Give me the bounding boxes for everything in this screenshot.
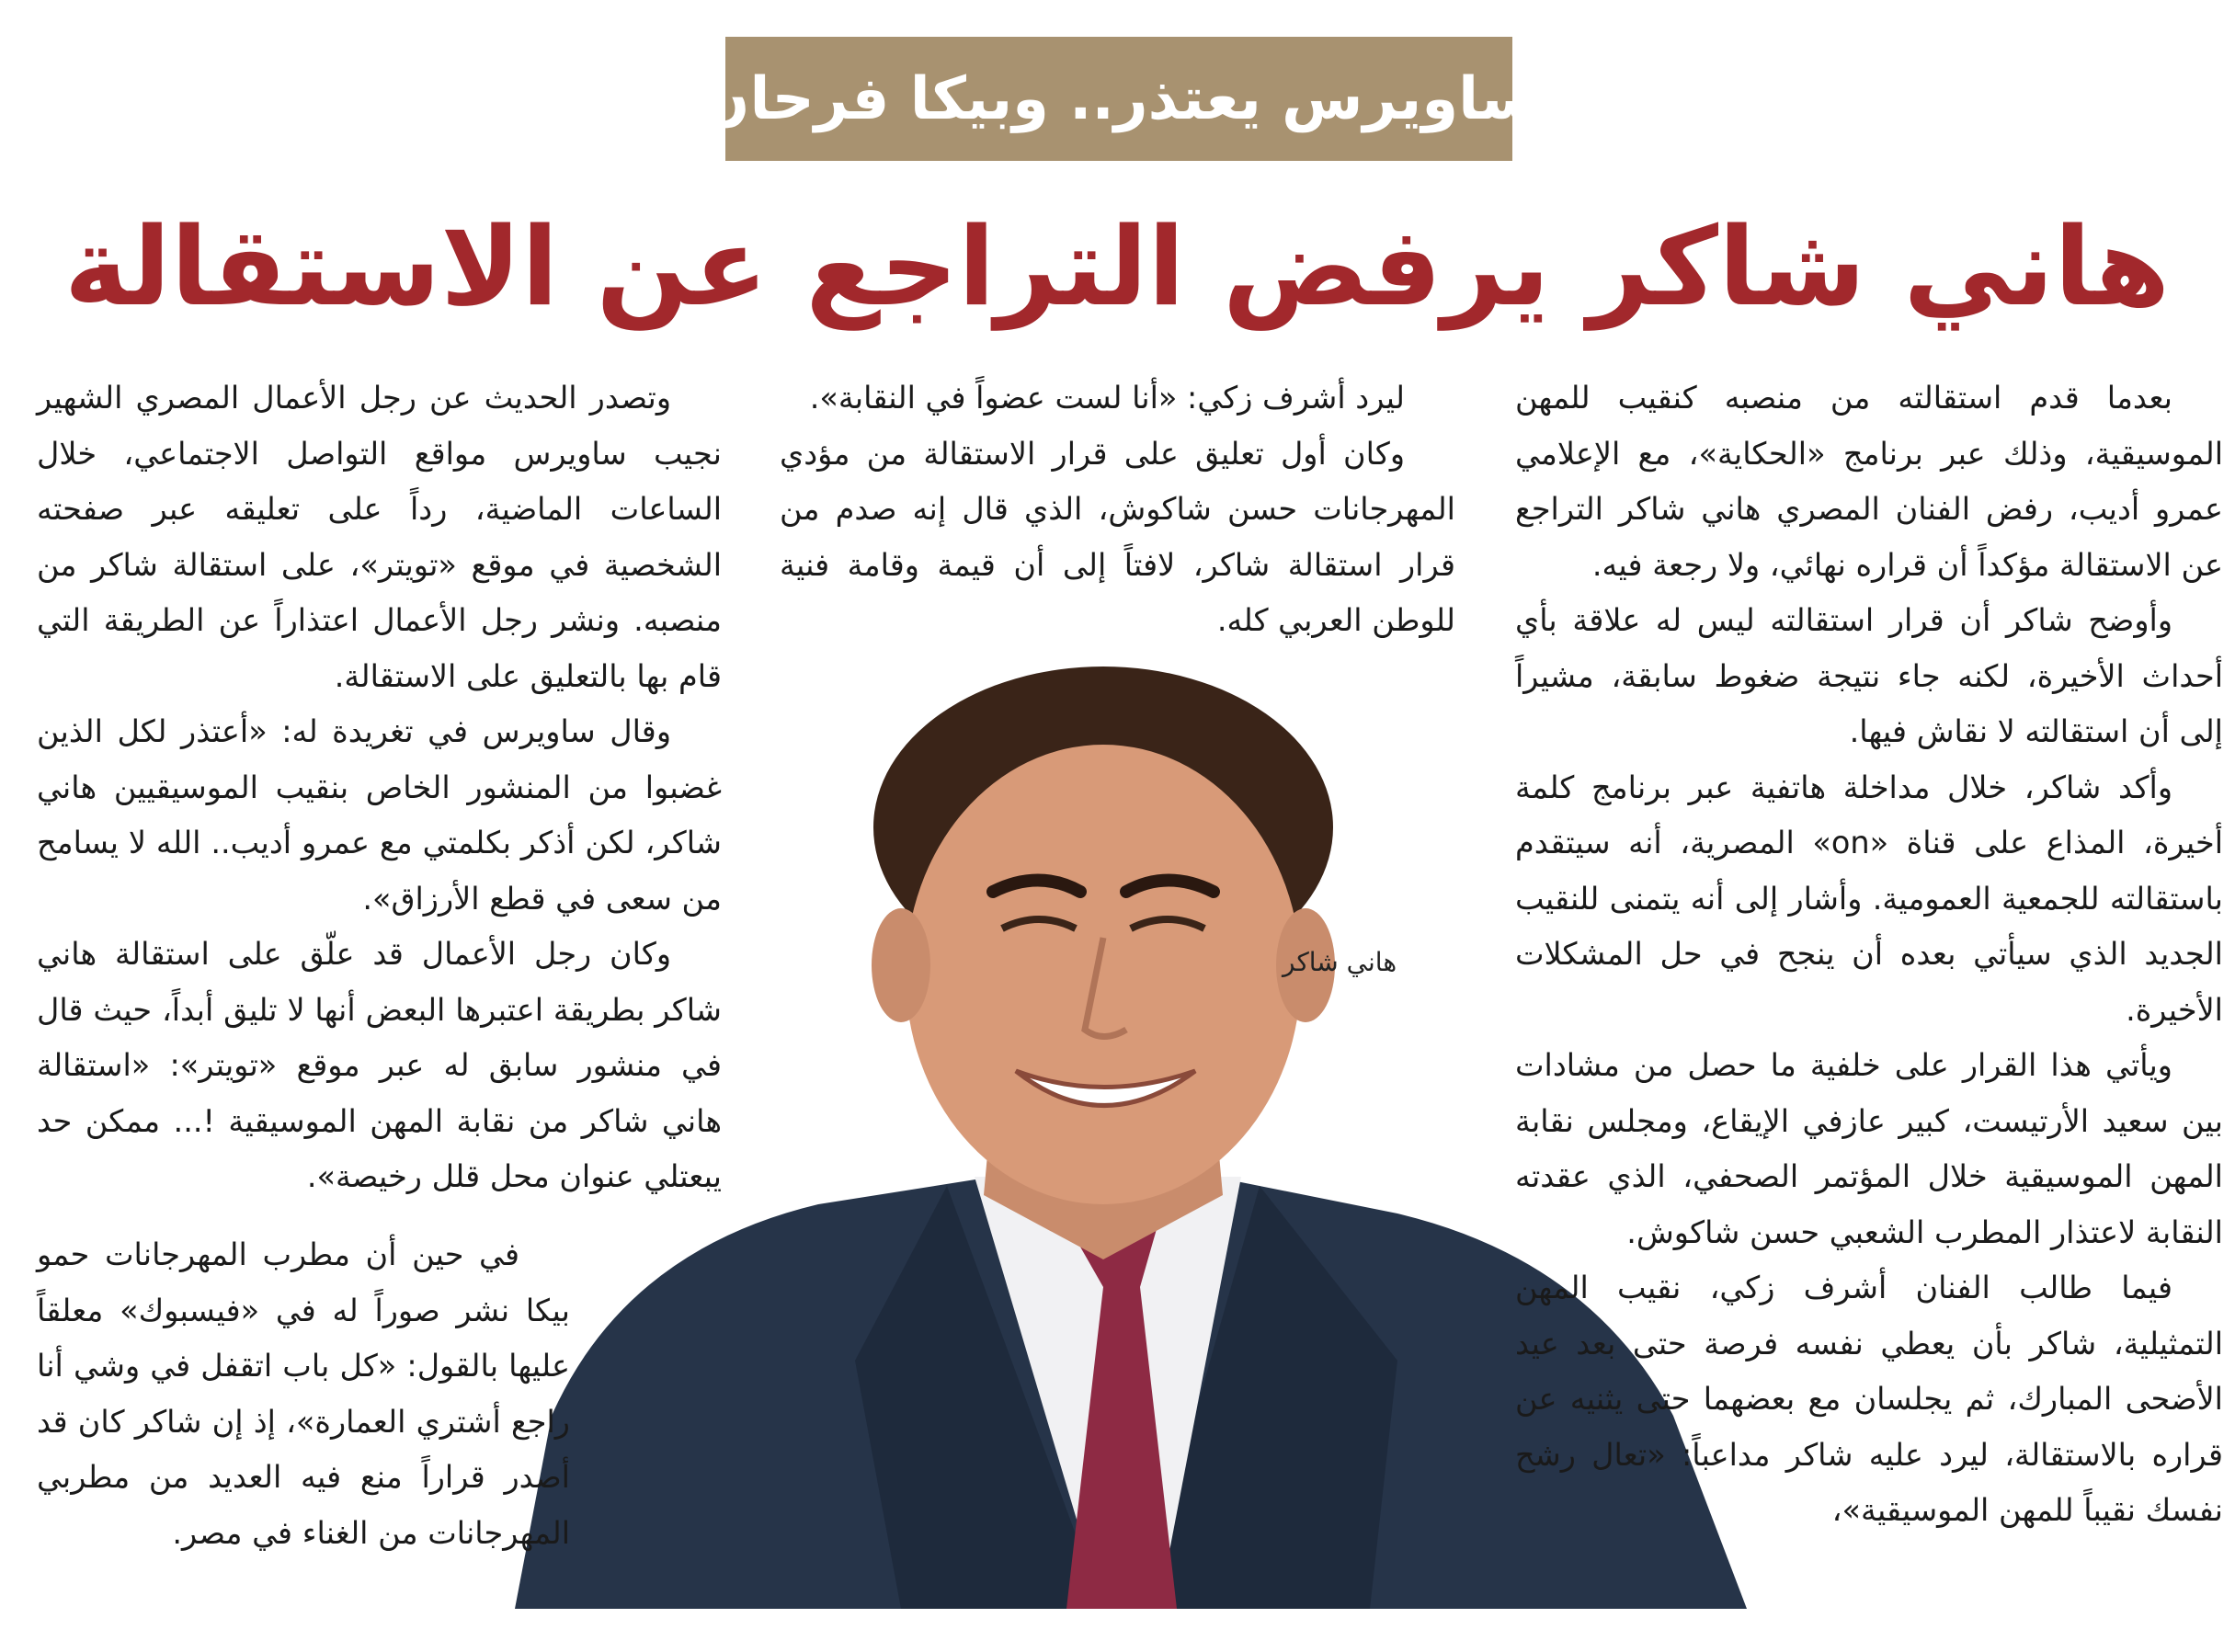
article-column-left bbox=[37, 370, 722, 1205]
face-shape bbox=[906, 745, 1301, 1204]
paragraph: وكان أول تعليق على قرار الاستقالة من مؤدي المهرجانات حسن شاكوش، الذي قال إنه صدم من قرار استقالة شاكر، لافتاً إلى أن قيمة وقامة فنية للوطن العربي كله. bbox=[780, 435, 1455, 638]
article-column-left-lower bbox=[37, 1227, 570, 1561]
headline-text: هاني شاكر يرفض التراجع عن الاستقالة bbox=[63, 203, 2171, 330]
kicker-text: ساويرس يعتذر.. وبيكا فرحان bbox=[699, 64, 1539, 133]
paragraph: وقال ساويرس في تغريدة له: «أعتذر لكل الذين غضبوا من المنشور الخاص بنقيب الموسيقيين هاني شاكر، لكن أذكر بكلمتي مع عمرو أديب.. الله لا يسامح من سعى في قطع الأرزاق». bbox=[37, 713, 722, 917]
paragraph: في حين أن مطرب المهرجانات حمو بيكا نشر صوراً له في «فيسبوك» معلقاً عليها بالقول: «كل باب اتقفل في وشي أنا راجع أشتري العمارة»، إذ إن شاكر كان قد أصدر قراراً منع فيه العديد من مطربي المهرجانات من الغناء في مصر. bbox=[37, 1236, 570, 1551]
paragraph: وأكد شاكر، خلال مداخلة هاتفية عبر برنامج كلمة أخيرة، المذاع على قناة «on» المصرية، أنه سيتقدم باستقالته للجمعية العمومية. وأشار إلى أنه يتمنى للنقيب الجديد الذي سيأتي بعده أن ينجح في حل المشكلات الأخيرة. bbox=[1515, 769, 2223, 1028]
paragraph: وأوضح شاكر أن قرار استقالته ليس له علاقة بأي أحداث الأخيرة، لكنه جاء نتيجة ضغوط سابقة، مشيراً إلى أن استقالته لا نقاش فيها. bbox=[1515, 602, 2223, 749]
paragraph: وكان رجل الأعمال قد علّق على استقالة هاني شاكر بطريقة اعتبرها البعض أنها لا تليق أبداً، حيث قال في منشور سابق له عبر موقع «تويتر»: «استقالة هاني شاكر من نقابة المهن الموسيقية !... ممكن حد يبعتلي عنوان محل قلل رخيصة». bbox=[37, 936, 722, 1194]
photo-caption: هاني شاكر bbox=[1283, 947, 1397, 977]
paragraph: ويأتي هذا القرار على خلفية ما حصل من مشادات بين سعيد الأرتيست، كبير عازفي الإيقاع، ومجلس نقابة المهن الموسيقية خلال المؤتمر الصحفي، الذي عقدته النقابة لاعتذار المطرب الشعبي حسن شاكوش. bbox=[1515, 1047, 2223, 1250]
paragraph: بعدما قدم استقالته من منصبه كنقيب للمهن الموسيقية، وذلك عبر برنامج «الحكاية»، مع الإعلامي عمرو أديب، رفض الفنان المصري هاني شاكر التراجع عن الاستقالة مؤكداً أن قراره نهائي، ولا رجعة فيه. bbox=[1515, 380, 2223, 583]
headline bbox=[63, 188, 2171, 345]
article-column-right bbox=[1515, 370, 2223, 1539]
kicker-banner bbox=[699, 37, 1539, 161]
paragraph: ليرد أشرف زكي: «أنا لست عضواً في النقابة». bbox=[809, 380, 1405, 416]
article-column-middle bbox=[780, 370, 1455, 649]
paragraph: فيما طالب الفنان أشرف زكي، نقيب المهن التمثيلية، شاكر بأن يعطي نفسه فرصة حتى بعد عيد الأضحى المبارك، ثم يجلسان مع بعضهما حتى يثنيه عن قراره بالاستقالة، ليرد عليه شاكر مداعباً: «تعال رشح نفسك نقيباً للمهن الموسيقية»، bbox=[1515, 1270, 2223, 1528]
paragraph: وتصدر الحديث عن رجل الأعمال المصري الشهير نجيب ساويرس مواقع التواصل الاجتماعي، خلال الساعات الماضية، رداً على تعليقه عبر صفحته الشخصية في موقع «تويتر»، على استقالة شاكر من منصبه. ونشر رجل الأعمال اعتذاراً عن الطريقة التي قام بها بالتعليق على الاستقالة. bbox=[37, 380, 722, 694]
